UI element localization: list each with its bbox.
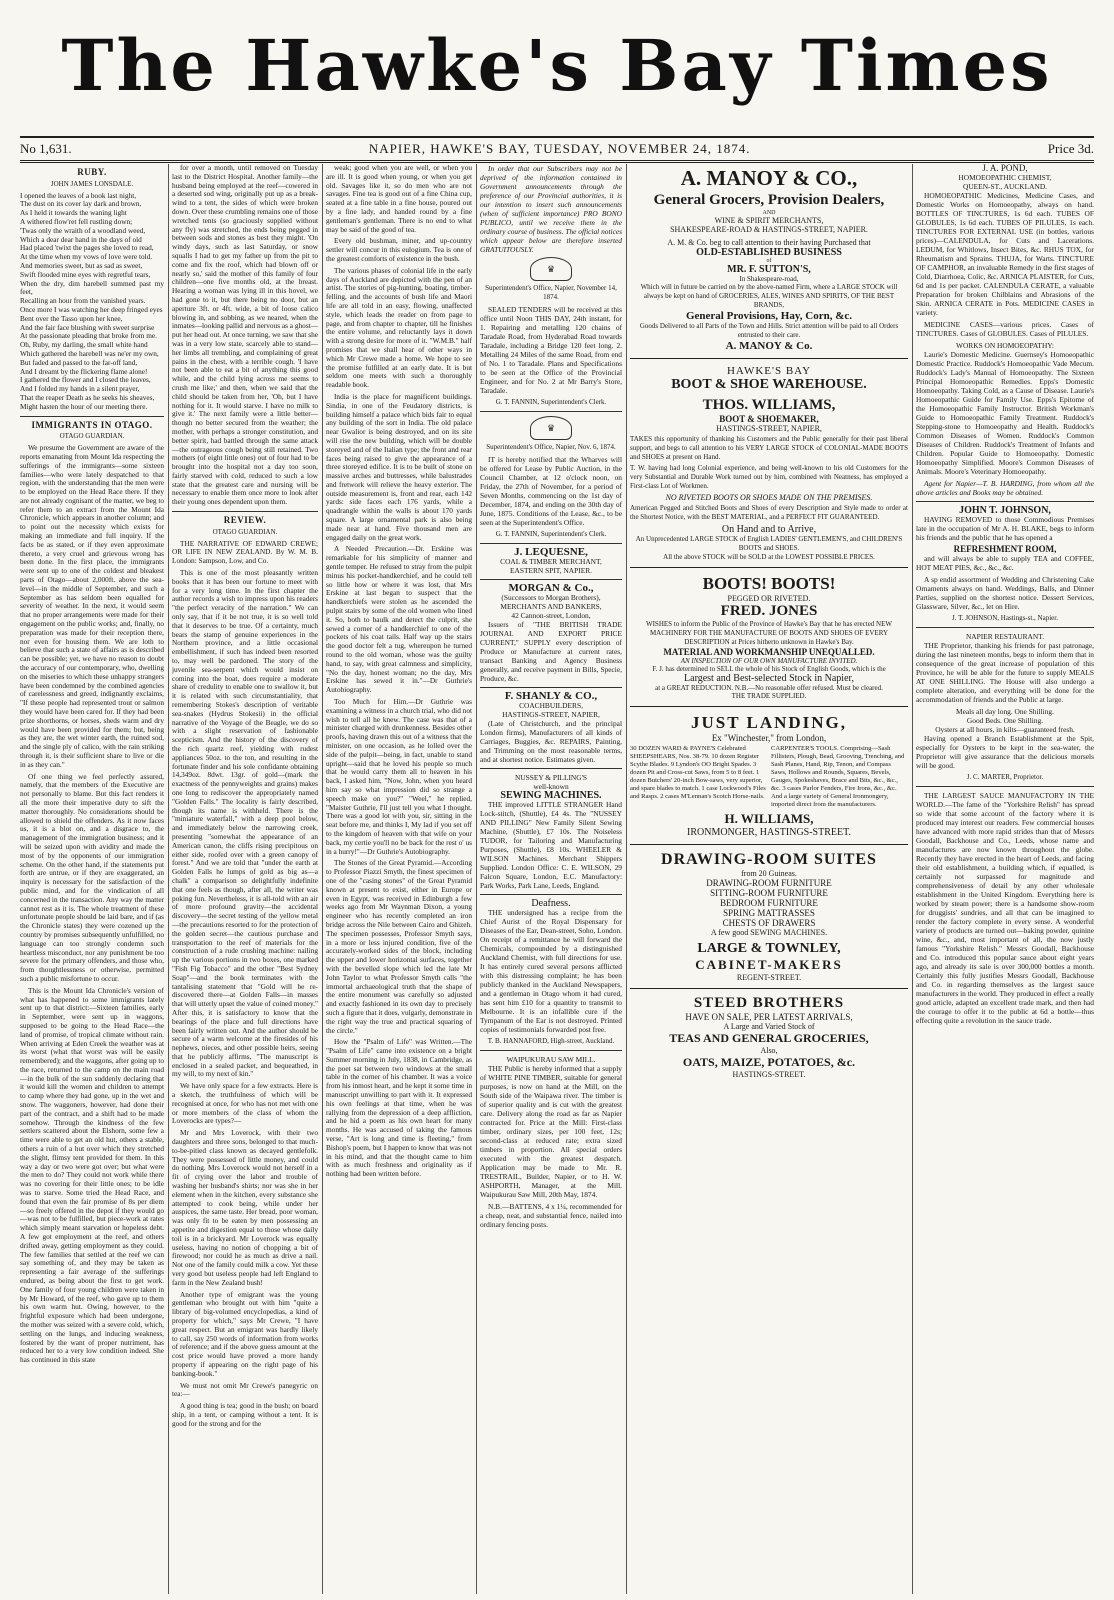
divider bbox=[916, 786, 1094, 787]
restaurant-beds: Good Beds. One Shilling. bbox=[966, 716, 1044, 725]
poem-item: 'Twas only the wraith of a woodland weed, bbox=[20, 225, 146, 235]
col1paras-item: This is the Mount Ida Chronicle's version of what has happened to some immigrants lately sent up to that district:—Sixteen families, early in September, were sent up in waggons, supposed to be going to the Head Race—the land of promise, of tropical climate without rain. When arriving at Eden Creek the weather was at its worst (what that worst was will be easily remembered); and the waggons, after going up to the race, returned to the camp on the main road—in the bulk of the sun suddenly declaring that it would kill the women and children to attempt to camp where they had gone, up in the wet and snow. The waggoners, however, had done their part of the contract, and a shift had to be made somehow. Through the kindness of the few settlers scattered about the Elshorn, some few a time were able to get an old hut, others a stable, others a ruin of a hut over which they stretched the slight, flimsy tent provided for them. In this way a day or two were got over; but what were the men to do? They could not work while there was no covering for their little ones; to be idle was to starve. Some tried the Head Race, and found that even the fair promise of 8s per diem—so freely offered in the depot if they would go—was not to be fulfilled, but piece-work at rates which simply meant starvation or hopeless debt. A few got employment at the reef, and others drifted away, getting employment as they could. The few families that settled at the reef we can say something of, and they may be taken as representing a fair average of the sufferings endured, as being about the first to get work. One family of four young children were taken in by Mr Howard, of the reef, who gave up to them his own warm hut. Owing, however, to the frightful exposure which had been undergone, the mother was seized with a severe cold, which, settling on the lungs, and inducing weakness, fostered by the want of proper nutriment, has reduced her to a very low condition indeed. She has continued in this state bbox=[20, 985, 164, 1365]
johnson-body-3: A sp endid assortment of Wedding and Christening Cake Ornaments always on hand. Weddings, Balls, and Dinner Parties, supplied on the shortest notice. Dessert Services, Glassware, Silver, &c., let on Hire. bbox=[916, 575, 1094, 611]
drawing-items-item: SITTING-ROOM FURNITURE bbox=[710, 888, 828, 898]
tender-sign: G. T. FANNIN, Superintendent's Clerk. bbox=[495, 398, 607, 406]
poem-item: Recalling an hour from the vanished years. bbox=[20, 296, 146, 306]
col3paras-item: India is the place for magnificent buildings. Sindia, in one of the Feudatory districts, is building himself a palace which bids fair to equal any building of the sort in India. The old palace near Gwalior is being destroyed, and on its site will rise the new building, which will be double storeyed and of the Italian type; the front and rear faces being raised to give the appearance of a three storeyed edifice. It is to be built of stone on massive arches and buttresses, while balustrades and fretwork will relieve the heavy exterior. The outside measurement is, front and rear, each 142 yards: side faces each 176 yards, while a quadrangle within the walls is about 170 yards square. A large ornamental park is also being made near at hand. Five thousand men are engaged daily on the great work. bbox=[326, 391, 472, 542]
poem-item: And I dreamt by the flickering flame alone! bbox=[20, 366, 148, 376]
jones-body: WISHES to inform the Public of the Province of Hawke's Bay that he has erected NEW MACHINERY FOR THE MANUFACTURE OF BOOTS AND SHOES OF EVERY DESCRIPTION at Prices hitherto unknown in Hawke's Bay. bbox=[645, 620, 892, 646]
article-body bbox=[20, 444, 164, 1365]
morgan-trade: MERCHANTS AND BANKERS, bbox=[500, 602, 602, 611]
poem-item: Might hasten the hour of our meeting there. bbox=[20, 401, 148, 411]
crest-icon: ♛ bbox=[530, 257, 572, 281]
manoy-beg: A. M. & Co. beg to call attention to their having Purchased that bbox=[667, 238, 871, 247]
steed-name: STEED BROTHERS bbox=[693, 995, 845, 1011]
manoy-and: AND bbox=[762, 210, 776, 216]
landing-title: JUST LANDING, bbox=[690, 713, 848, 732]
col2review-item: We must not omit Mr Crewe's panegyric on tea:— bbox=[172, 1380, 318, 1399]
poem-title: RUBY. bbox=[77, 167, 107, 177]
divider bbox=[630, 358, 908, 359]
pond-body: HOMOEOPATHIC Medicines, Medicine Cases, and Domestic Works on Homoeopathy, always on hand. BOTTLES OF TINCTURES, 1s 6d each. TUBES OF GLOBULES, 1s 6d each. TUBES OF PILULES, 1s each. TINCTURES FOR EXTERNAL USE (in bottles, various prices)—CALENDULA, for Cuts and Lacerations. LEDUM, for Whitlows, Insect Bites, &c. RHUS TOX, for Rheumatism and Sprains. THUJA, for Warts. TINCTURE OF CAMPHOR, an invaluable Remedy in the first stages of Cold, Diarrhoea, Colic, &c. ARNICA PLAISTER, for Cuts, 6d and 1s per packet. CALENDULA CERATE, a valuable Preparation for broken Chilblains and Abrasions of the Skin. ARNICA CERATE in Pots. MEDICINE CASES in variety. bbox=[916, 191, 1094, 317]
nussey-title: NUSSEY & PILLING'S bbox=[514, 773, 588, 782]
poem-item: And I folded my hands in a silent prayer, bbox=[20, 384, 140, 394]
johnson-body-2: and will always be able to supply TEA and COFFEE, HOT MEAT PIES, &c., &c., &c. bbox=[916, 554, 1094, 572]
morgan-name: MORGAN & Co., bbox=[508, 582, 594, 594]
manoy-shakespeare: In Shakespeare-road, bbox=[739, 275, 799, 283]
poem-item: And memories sweet, but as sad as sweet, bbox=[20, 260, 143, 270]
boots-title: BOOTS! BOOTS! bbox=[702, 574, 836, 593]
manoy-sutton: MR. F. SUTTON'S, bbox=[727, 264, 811, 275]
review-body bbox=[172, 569, 318, 1429]
manoy-of: of bbox=[766, 258, 772, 264]
shanly-trade: COACHBUILDERS, bbox=[519, 701, 583, 710]
steed-have: HAVE ON SALE, PER LATEST ARRIVALS, bbox=[685, 1012, 853, 1022]
col2review-item: Mr and Mrs Loverock, with their two daughters and three sons, belonged to that much-to-be-pitied class known as decayed gentlefolk. They were possessed of little money, and could do nothing. Mrs Loverock would not herself in a fit of crying over the labor and trouble of washing her husband's shirts; nor was she in her element when in the kitchen, every substance she attempted to cook being, while under her auspices, the same taste. Her bread, poor woman, was only fit to be eaten by men possessing an appetite and digestion equal to those whose daily toil is in a brickyard. Mr Loverock was equally useless, having no notion of chopping a bit of firewood; nor could he as much as drive a nail. Not one of the family could milk a cow. Yet these very good but useless people had left England to farm in the New Zealand bush! bbox=[172, 1128, 318, 1287]
nussey-known: well-known bbox=[533, 782, 569, 791]
poem-item: When the dry, dim harebell summed past my feet, bbox=[20, 278, 164, 297]
subscriber-notice: In order that our Subscribers may not be deprived of the information contained in Government announcements through the preference of our Provincial authorities, it is our intention to insert such announcements (when of sufficient importance) PRO BONO PUBLICO, until we receive them in the ordinary course of business. The official notices which appear below are therefore inserted GRATUITOUSLY. bbox=[480, 164, 622, 254]
drawing-items-item: SPRING MATTRASSES bbox=[723, 908, 815, 918]
poem-item: Bent over the Tasso upon her knee, bbox=[20, 313, 123, 323]
review-title: REVIEW. bbox=[223, 515, 267, 526]
column-rule bbox=[476, 164, 477, 1594]
col1paras-item: Of one thing we feel perfectly assured, namely, that the members of the Executive are not personally to blame. But this fact renders it all the more their imperative duty to sift the matter thoroughly. No considerations should be allowed to shield the offenders. As it now faces us, it is a blot on, and a disgrace to, the management of the immigration business; and it will be seized upon with avidity and made the most of by the opponents of our immigration scheme. On the other hand, if the statements put forth are untrue, or if they are exaggerated, an inquiry is necessary for the satisfaction of the public mind, and for the vindication of all concerned in the transaction. Any way the matter cannot rest as it is. The whole treatment of these unfortunate people should be laid bare, and if (as the Chronicle states) they were cozened up the country by promises subsequently unfulfilled, no language can too strongly condemn such heartless misconduct, nor any punishment be too severe for the primary offenders, and those who, from thoughtlessness or otherwise, permitted such a public misfortune to occur. bbox=[20, 771, 164, 983]
lequesne-address: EASTERN SPIT, NAPIER. bbox=[510, 566, 592, 575]
mill-body: THE Public is hereby informed that a supply of WHITE PINE TIMBER, suitable for general purposes, is now on hand at the Mill, on the South side of the Waipawa river. The timber is of superior quality and is cut with the greatest care. Delivery along the road as far as Napier contracted for. Price at the Mill: First-class timber, ordinary sizes, per 100 feet, 12s; second-class at reduced rate; extra sized timbers in proportion. All special orders executed with the greatest despatch. Application may be made to Mr. R. TRESTRAIL, Builder, Napier, or to H. W. ASHPORTH, Manager, at the Mill. Waipukurau Saw Mill, 20th May, 1874. bbox=[480, 1064, 622, 1199]
divider bbox=[916, 627, 1094, 628]
williams-name: THOS. WILLIAMS, bbox=[702, 397, 836, 413]
divider bbox=[630, 567, 908, 568]
poem-item: Had placed 'twixt the pages she loved to read, bbox=[20, 243, 154, 253]
manoy-body: Which will in future be carried on by the above-named Firm, where a LARGE STOCK will always be kept on hand of GROCERIES, ALES, WINES AND SPIRITS, OF THE BEST BRANDS, bbox=[640, 283, 898, 309]
poem-item: That the reaper Death as he seeks his sheaves, bbox=[20, 392, 155, 402]
steed-oats: OATS, MAIZE, POTATOES, &c. bbox=[682, 1055, 856, 1069]
deafness-body: THE undersigned has a recipe from the Chief Aurist of the Royal Dispensary for Diseases of the Ear, Dean-street, Soho, London. On receipt of a remittance he will forward the Chemicals, compounded by a distinguished Auckland Chemist, with full directions for use. It has entirely cured several persons afflicted with this distressing complaint; he has been publicly thanked in the Auckland Newspapers, and a gentleman in Otago whom it had cured, has sent him £10 for a quantity to transmit to Melbourne. It is an infallible cure if the Tympanum of the Ear is not destroyed. Printed copies of testimonials forwarded post free. bbox=[480, 908, 622, 1034]
williams-body-2: T. W. having had long Colonial experience, and being well-known to his old Customers for the very Substantial and Durable Work turned out by him, combined with Neatness, has employed a First-class Lot of Workmen. bbox=[630, 464, 908, 490]
steed-teas: TEAS AND GENERAL GROCERIES, bbox=[669, 1031, 869, 1045]
mill-nb: N.B.—BATTENS, 4 x 1¼, recommended for a cheap, neat, and substantial fence, nailed into ordinary fencing posts. bbox=[480, 1202, 622, 1229]
tender-body: SEALED TENDERS will be received at this office until Noon THIS DAY, 24th instant, for 1. Repairing and metalling 120 chains of Taradale Road, from Hyderabad Road towards Taradale, including a Bridge 120 feet long. 2. Metalling 24 Miles of the same Road, from end of No. 1 to Taradale. Plans and Specifications to be seen at the Office of the Provincial Engineer, and for No. 2 at Mr Barry's Store, Taradale. bbox=[480, 305, 622, 395]
jones-sell: F. J. has determined to SELL the whole of his Stock of English Goods, which is the bbox=[652, 665, 886, 673]
divider bbox=[916, 501, 1094, 502]
morgan-sub: (Successors to Morgan Brothers), bbox=[501, 593, 601, 602]
poem-item: Which a dear dear hand in the days of old bbox=[20, 234, 142, 244]
dateline bbox=[20, 136, 1094, 163]
poem-item: Once more I was watching her deep fringed eyes bbox=[20, 304, 163, 314]
column-1 bbox=[20, 164, 164, 1594]
col3paras-item: The Stones of the Great Pyramid.—According to Professor Piazzi Smyth, the finest specimen of one of the "casing stones" of the Great Pyramid known at present to exist, either in Europe or even in Egypt, was received in Edinburgh a few weeks ago from Mr Waynman Dixon, a young engineer who has recently completed an iron bridge across the Nile between Cairo and Ghizeh. The specimen possesses, Professor Smyth says, in a more or less injured condition, five of the accurately-worked sides of the block, including the upper and lower horizontal surfaces, together with the bevelled slope which led the late Mr John Taylor to what Professor Smyth calls "the immortal archaeological truth that the shape of the entire monument was carefully so adjusted and exactly fashioned in its own day to precisely such a figure that it does, vulgarly, demonstrate in the right way the true and practical squaring of the circle." bbox=[326, 858, 472, 1035]
pond-address: QUEEN-ST., AUCKLAND. bbox=[962, 182, 1048, 191]
williams-body-4: An Unprecedented LARGE STOCK of English LADIES' GENTLEMEN'S, and CHILDREN'S BOOTS and SHOES. bbox=[635, 535, 903, 552]
poem-item: At the time when my vows of love were told. bbox=[20, 252, 153, 262]
col3paras-item: How the "Psalm of Life" was Written.—The "Psalm of Life" came into existence on a bright Summer morning in July, 1838, in Cambridge, as the poet sat between two windows at the small table in the corner of his chamber. It was a voice from his inmost heart, and he kept it some time in manuscript unwilling to part with it. It expressed his own feelings at that time, when he was rallying from the depression of a deep affliction, and he hid a poem as his own heart for many months. He was accused of taking the famous verse, "Art is long and time is fleeting," from Bishop's poem, but I happen to know that was not in his mind, and that the thought came to him with as much freshness and originality as if nothing had been written before. bbox=[326, 1037, 472, 1179]
column-4 bbox=[480, 164, 622, 1594]
drawing-items bbox=[630, 878, 908, 928]
poem-item: And the fair face blushing with sweet surprise bbox=[20, 322, 155, 332]
large-townley-address: REGENT-STREET. bbox=[736, 973, 802, 982]
pond-agent: Agent for Napier—T. B. HARDING, from whom all the above articles and Books may be obtained. bbox=[916, 479, 1094, 497]
manoy-name: A. MANOY & CO., bbox=[680, 166, 858, 190]
restaurant-body: THE Proprietor, thanking his friends for past patronage, during the last nineteen months, begs to inform them that in consequence of the great increase of population of this Province, he will be able for the future to supply MEALS AT ONE SHILLING. The House will also undergo a complete alteration, and everything will be done for the accommodation of friends and the Public at large. bbox=[916, 641, 1094, 704]
poem-item: Which gathered the harebell was ne'er my own, bbox=[20, 348, 159, 358]
col1paras-item: We presume the Government are aware of the reports emanating from Mount Ida respecting the sufferings of the immigrants—some sixteen families—who were lately despatched to that region, with the understanding that the men were to be employed on the Head Race there. If they are not already cognisant of the matter, we beg to refer them to an extract from the Mount Ida Chronicle, which appears in another column; and to point out the necessity which exists for making an immediate and full inquiry. If the facts be as stated, or if they even approximate thereto, a very cruel and grievous wrong has been done. In the first place, the immigrants were sent up to one of the coldest and bleakest parts of Otago—about 2,000ft. above the sea-level—in the middle of September, and such a September as has seldom been equalled for severity of weather. In the next, it would seem that no proper arrangements were made for their engagement on the public works; and, finally, no preparation was made for their reception there, nor even for housing them. We are loth to believe that such a state of affairs as is described can be possible; yet, we have no reason to doubt the accuracy of our contemporary, who, dwelling on the miseries to which these unhappy strangers have been condemned by the combined agencies of carelessness and greed, indignantly exclaims, "If these people had represented trout or salmon they would have been cared for. If they had been prize shorthorns, or horses, sheds warm and dry would have been provided for them; but, being as they are, the wet winter earth, the ruined sod, and the single ply of calico, with the rain striking through it, is their sufficient share to live or die in as they can." bbox=[20, 443, 164, 769]
masthead bbox=[0, 6, 1114, 128]
restaurant-oysters: Oysters at all hours, in kilts—guaranteed fresh. bbox=[935, 725, 1075, 734]
lequesne-name: J. LEQUESNE, bbox=[514, 546, 588, 558]
steed-address: HASTINGS-STREET. bbox=[732, 1070, 806, 1079]
jones-trade: THE TRADE SUPPLIED. bbox=[731, 692, 807, 700]
drawing-title: DRAWING-ROOM SUITES bbox=[661, 851, 877, 868]
shanly-address: HASTINGS-STREET, NAPIER, bbox=[502, 710, 600, 719]
lequesne-trade: COAL & TIMBER MERCHANT, bbox=[500, 557, 602, 566]
pond-cases: MEDICINE CASES—various prices. Cases of TINCTURES. Cases of GLOBULES. Cases of PILULES. bbox=[916, 320, 1094, 338]
divider bbox=[480, 687, 622, 688]
williams-no-rivet: NO RIVETED BOOTS OR SHOES MADE ON THE PREMISES. bbox=[665, 493, 873, 502]
divider bbox=[480, 1050, 622, 1051]
johnson-sign: J. T. JOHNSON, Hastings-st., Napier. bbox=[952, 614, 1058, 622]
article-continuation bbox=[172, 164, 318, 507]
johnson-refreshment: REFRESHMENT ROOM, bbox=[953, 544, 1057, 554]
tender-office: Superintendent's Office, Napier, November 14, 1874. bbox=[485, 284, 617, 301]
poem-body bbox=[20, 192, 164, 412]
restaurant-branch: Having opened a Branch Establishment at the Spit, especially for Oysters to be kept in the sea-water, the Proprietor will give assurance that the delicious morsels will be good. bbox=[916, 734, 1094, 770]
deafness-title: Deafness. bbox=[531, 898, 571, 909]
landing-lists bbox=[630, 745, 908, 809]
divider bbox=[480, 768, 622, 769]
review-source: OTAGO GUARDIAN. bbox=[212, 527, 278, 536]
steed-varied: A Large and Varied Stock of bbox=[723, 1022, 815, 1031]
col3paras-item: Too Much for Him.—Dr Guthrie was examining a witness in a church trial, who did not wish to tell all he knew. The case was that of a minister charged with drunkenness. Besides other proofs, having drawn this out of a witness that the minister, on one occasion, as he lolled over the side of the pulpit—being, in fact, unable to stand upright—said that he loved his people so much that he would carry them all to heaven in his back, I asked him, "Now, John, when you heard him say so what impression did so strange a speech make on you?" "Weel," he replied, "Maister Guthrie, I'll just tell you what I thought. There was a good lot with you, sir, sitting in the seat before me, and thinks I, My lad if you set off to the kingdom of heaven with that wife on your back, my certie you'll no be back for the rest o' us in a hurry!"—Dr Guthrie's Autobiography. bbox=[326, 697, 472, 856]
boot-hb: HAWKE'S BAY bbox=[726, 365, 812, 377]
poem-item: The dust on its cover lay dark and brown, bbox=[20, 199, 142, 209]
landing-right: CARPENTER'S TOOLS. Comprising—Sash Fillisters, Plough, Bead, Grooving, Trenching, and Sash Planes, Hand, Rip, Tenon, and Compass Saws, Hollows and Rounds, Squares, Bevels, Gauges, Spokeshaves, Brace and Bits, &c., &c., &c. 3 cases Parlor Fenders, Fire Irons, &c., &c. And a large variety of General Ironmongery, imported direct from the manufacturers. bbox=[771, 745, 905, 808]
manoy-provisions: General Provisions, Hay, Corn, &c. bbox=[685, 310, 852, 322]
johnson-name: JOHN T. JOHNSON, bbox=[959, 505, 1051, 516]
pond-works-title: WORKS ON HOMOEOPATHY: bbox=[955, 341, 1054, 350]
williams-address: HASTINGS-STREET, NAPIER, bbox=[716, 424, 822, 433]
newspaper-title: The Hawke's Bay Times bbox=[61, 24, 1053, 107]
jones-material: MATERIAL AND WORKMANSHIP UNEQUALLED. bbox=[663, 647, 875, 657]
manoy-address: SHAKESPEARE-ROAD & HASTINGS-STREET, NAPIER. bbox=[670, 225, 868, 234]
wharf-sign: G. T. FANNIN, Superintendent's Clerk. bbox=[495, 530, 607, 538]
steed-also: Also, bbox=[760, 1046, 778, 1055]
col3paras-item: A Needed Precaution.—Dr. Erskine was remarkable for his simplicity of manner and gentle temper. He refused to stray from the pulpit minus his pocket-handkerchief, and he could tell so little how or where it was lost, that Mrs Erskine at last began to suspect that the handkerchiefs were stolen as he ascended the pulpit stairs by some of the old women who lined it. So, both to baulk and detect the culprit, she sewed a corner of a handkerchief to one of the pockets of his coat tails. Half way up the stairs the good doctor felt a tug, whereupon he turned round to the old woman, whose was the guilty hand, to say, with great calmness and simplicity, "No the day, honest woman; no the day, Mrs Erskine has sewed it in."—Dr Guthrie's Autobiography. bbox=[326, 544, 472, 695]
nussey-body: THE improved LITTLE STRANGER Hand Lock-stitch, (Shuttle), £4 4s. The "NUSSEY AND PILLING" New Family Silent Sewing Machine, (Shuttle), £7 10s. The Noiseless TUDOR, for Tailoring and Manufacturing Purposes, (Shuttle), £8 10s. WHEELER & WILSON Machines. Merchant Shippers Supplied. London Office: C. E. WILSON, 29 Falcon Square, London, E.C. Manufactory: Park Works, Park Lane, Leeds, England. bbox=[480, 800, 622, 890]
shanly-body: (Late of Christchurch, and the principal London firms), Manufacturers of all kinds of Carriages, Buggies, &c. REPAIRS, Painting, and Trimming on the most reasonable terms, and at shortest notice. Estimates given. bbox=[480, 719, 622, 764]
hwilliams-name: H. WILLIAMS, bbox=[724, 811, 814, 826]
col2review-item: A good thing is tea; good in the bush; on board ship, in a tent, or camping without a tent. It is good for the strong and for the bbox=[172, 1401, 318, 1428]
article-title: IMMIGRANTS IN OTAGO. bbox=[31, 419, 153, 430]
column-right bbox=[916, 164, 1094, 1594]
divider bbox=[172, 511, 318, 512]
boot-warehouse-title: BOOT & SHOE WAREHOUSE. bbox=[671, 377, 867, 392]
large-townley-name: LARGE & TOWNLEY, bbox=[697, 941, 841, 956]
boots-sub: PEGGED OR RIVETED. bbox=[727, 594, 811, 603]
jones-reduction: at a GREAT REDUCTION. N.B.—No reasonable offer refused. Must be cleared. bbox=[655, 684, 883, 692]
column-rule bbox=[168, 164, 169, 1594]
column-rule bbox=[322, 164, 323, 1594]
issue-number: No 1,631. bbox=[20, 141, 72, 156]
drawing-items-item: CHESTS OF DRAWERS bbox=[722, 918, 816, 928]
morgan-address: 42 Cannon-street, London, bbox=[511, 611, 591, 620]
drawing-sewing: A few good SEWING MACHINES. bbox=[710, 928, 828, 937]
crest-icon: ♛ bbox=[530, 416, 572, 440]
poem-item: I opened the leaves of a book last night, bbox=[20, 190, 137, 200]
col3paras-item: weak; good when you are well, or when you are ill. It is good when young, or when you get old. Savages like it, so do men who are not savages. Fine tea is good out of a fine China cup, seated at a fine table in a fine house, poured out by a fine lady, and handed round by a fine gentleman's gentleman. There is no end to what may be said of the good of tea. bbox=[326, 164, 472, 234]
poem-author: JOHN JAMES LONSDALE. bbox=[50, 179, 134, 188]
drawing-items-item: BEDROOM FURNITURE bbox=[720, 898, 818, 908]
landing-left: 30 DOZEN WARD & PAYNE'S Celebrated SHEEPSHEARS, Nos. 38-79. 10 dozen Register Scythe Blades. 9 Lyndon's OO Bright Spades. 3 dozen Pit and Cross-cut Saws, from 5 to 8 feet. 1 dozen Butchers' 20-inch Bow-saws, very superior, and spare blades to match. 1 case Lockwood's Files and Rasps. 2 cases M'Lennan's Scotch Horse-nails. bbox=[630, 745, 766, 800]
col3paras-item: Every old bushman, miner, and up-country settler will concur in this eulogium. Tea is one of the greatest comforts of existence in the bush. bbox=[326, 236, 472, 263]
divider bbox=[20, 416, 164, 417]
pond-works: Laurie's Domestic Medicine. Guernsey's Homoeopathic Domestic Practice. Ruddock's Homoeopathic Vade Mecum. Ruddock's Lady's Manual of Homoeopathy. The Sixteen Principal Homoeopathic Remedies. Epps's Domestic Homoeopathy. Taking Cold, as a Cause of Disease. Laurie's Homoeopathic Guide for Family Use. Epps's Epitome of the Homoeopathic Family Instructor. British Workman's Guide to Homoeopathic Family Treatment. Ruddock's Stepping-stone to Homoeopathy and Health. Ruddock's Common Diseases of Women. Ruddock's Common Diseases of Children. Ruddock's Treatment of Infants and Children. Popular Guide to Homoeopathy. Domestic Homoeopathy Simplified. Moore's Common Diseases of Animals. Moore's Veterinary Homoeopathy. bbox=[916, 350, 1094, 476]
deafness-sign: T. B. HANNAFORD, High-street, Auckland. bbox=[487, 1037, 615, 1045]
miscellany-body bbox=[326, 164, 472, 1179]
manoy-goods: Goods Delivered to all Parts of the Town and Hills. Strict attention will be paid to all Orders entrusted to their care. bbox=[639, 322, 899, 339]
manoy-sign: A. MANOY & Co. bbox=[725, 340, 813, 352]
col2review-item: We have only space for a few extracts. Here is a sketch, the truthfulness of which will be recognised at once, for who has not met with one or more members of the class of whom the Loverocks are types?— bbox=[172, 1081, 318, 1126]
landing-ex: Ex "Winchester," from London, bbox=[711, 733, 827, 743]
poem-item: I gathered the flower and I closed the leaves, bbox=[20, 375, 151, 385]
jones-largest: Largest and Best-selected Stock in Napier, bbox=[684, 673, 854, 684]
restaurant-meals: Meals all day long. One Shilling. bbox=[956, 707, 1054, 716]
shanly-name: F. SHANLY & CO., bbox=[504, 690, 598, 702]
williams-body: TAKES this opportunity of thanking his Customers and the Public generally for their past liberal support, and begs to call attention to his VERY LARGE STOCK of COLONIAL-MADE BOOTS and SHOES at present on Hand. bbox=[630, 435, 908, 461]
poem-item: But faded and passed to the far-off land, bbox=[20, 357, 138, 367]
morgan-body: Issuers of "THE BRITISH TRADE JOURNAL AND EXPORT PRICE CURRENT," SUPPLY every description of Produce or Manufacture at current rates, transact Banking and Agency Business generally, and receive payment in Bills, Specie, Produce, &c. bbox=[480, 620, 622, 683]
divider bbox=[630, 988, 908, 989]
poem-item: A withered flow'ret fell rustling down; bbox=[20, 216, 133, 226]
williams-arrive: On Hand and to Arrive, bbox=[721, 524, 817, 535]
poem-item: As I held it towards the waning light bbox=[20, 208, 127, 218]
large-townley-trade: CABINET-MAKERS bbox=[695, 957, 843, 972]
drawing-from: from 20 Guineas. bbox=[741, 869, 797, 878]
column-rule bbox=[912, 164, 913, 1594]
pond-trade: HOMOEOPATHIC CHEMIST, bbox=[958, 173, 1052, 182]
jones-inspect: AN INSPECTION OF OUR OWN MANUFACTURE INVITED. bbox=[680, 657, 858, 665]
place-and-date: NAPIER, HAWKE'S BAY, TUESDAY, NOVEMBER 24, 1874. bbox=[368, 141, 751, 156]
restaurant-sign: J. C. MARTER, Proprietor. bbox=[966, 773, 1044, 781]
drawing-items-item: DRAWING-ROOM FURNITURE bbox=[706, 878, 832, 888]
williams-body-3: American Pegged and Stitched Boots and Shoes of every Description and Style made to order at the Shortest Notice, with the BEST MATERIAL, and a PERFECT FIT GUARANTEED. bbox=[630, 504, 908, 521]
column-2 bbox=[172, 164, 318, 1594]
restaurant-title: NAPIER RESTAURANT. bbox=[965, 632, 1045, 641]
column-rule bbox=[626, 164, 627, 1594]
pond-name: J. A. POND, bbox=[982, 164, 1028, 173]
sauce-body: THE LARGEST SAUCE MANUFACTORY IN THE WORLD.—The fame of the "Yorkshire Relish" has spread so wide that some account of the factory where it is produced may interest our readers. Few commercial houses have advanced with more rapid strides than that of Messrs Goodall, Backhouse and Co., Leeds, whose name and manufactures are now known throughout the globe. Recently they have erected in the heart of Leeds, and facing their old establishment, a building which, if equalled, is certainly not surpassed for magnitude and comprehensiveness of detail by any other wholesale establishment in the United Kingdom. Everything here is worked by steam power; there is a handsome show-room for druggists' sundries, and all that can be imagined to render the factory complete in every sense. A wonderful variety of products are turned out—baking powder, quinine wine, &c., and, most important of all, the now justly famous "Yorkshire Relish." Messrs Goodall, Backhouse and Co. introduced this popular sauce about eight years ago, and already its sale is over 300,000 bottles a month. Certainly this fully justifies Messrs Goodall, Backhouse and Co. in regarding themselves as the largest sauce manufacturers in the world. They produced in effect a really good article, adapted an excellent trade mark, and then had the courage to offer it to the public at 6d a bottle—thus effecting quite a revolution in the sauce trade. bbox=[916, 791, 1094, 1025]
divider bbox=[630, 706, 908, 707]
williams-trade: BOOT & SHOEMAKER, bbox=[719, 414, 819, 424]
williams-prices: All the above STOCK will be SOLD at the LOWEST POSSIBLE PRICES. bbox=[663, 553, 875, 561]
divider bbox=[480, 411, 622, 412]
poem-item: At the passionate pleading that broke from me. bbox=[20, 331, 157, 341]
manoy-old: OLD-ESTABLISHED BUSINESS bbox=[696, 247, 842, 258]
col2paras-item: for over a month, until removed on Tuesday last to the District Hospital. Another family—the husband being employed at the reef—cowered in a deserted sod wing, originally put up as a break-wind to a tent, the sides of which were broken down. Over these crumbling remains one of those wretched tents (so graciously supplied without any fly) was stretched, the ends being pegged in between sods and stones as best they might. 'On windy days, such as last Saturday, or snow squalls I had to get my father up from the pit to come and fix the roof, which had blown off or nearly so,' said the mother of this family of four children—one five months old, at the breast. Hearing a woman was lying ill in this hovel, we had gone to it, but there being no door, but an aperture 3ft. or 4ft. wide, a bit of loose calico blowing in, and sobbing, as we neared, when the inmates—looking pallid and nervous as a ghost—put her head out. At once turning, we saw that she was in a very low state, scarcely able to stand—her limbs all trembling, and complaining of great pains in the chest, with a terrible cough. 'I have not been able to eat a bit of anything this good while, and the child lying across me seems to crush me like;' and then, when we said that the child should be taken from her, 'Oh, but I have nothing for it. It would starve. I have no milk to give it.' The next family were a little better—though no better secured from the weather; the mother, with perhaps a stronger constitution, and better spirit, had battled through the same attack—the outrageous cough being still retained. Two mothers (of eight little ones) out of four had to be brought into the hospital not a day too soon, fairly starved with cold, reduced to such a low state that the greatest care and nursing will be necessary to enable them once more to look after their young ones dependent upon them. bbox=[172, 164, 318, 507]
divider bbox=[480, 579, 622, 580]
price: Price 3d. bbox=[1047, 141, 1094, 156]
wharf-office: Superintendent's Office, Napier, Nov. 6, 1874. bbox=[486, 443, 616, 451]
display-ads bbox=[630, 166, 908, 1594]
jones-name: FRED. JONES bbox=[720, 603, 818, 619]
mill-title: WAIPUKURAU SAW MILL. bbox=[506, 1055, 596, 1064]
johnson-body: HAVING REMOVED to those Commodious Premises late in the occupation of Mr A. H. BLAKE, begs to inform his friends and the public that he has opened a bbox=[916, 515, 1094, 542]
hwilliams-trade: IRONMONGER, HASTINGS-STREET. bbox=[687, 827, 851, 838]
poem-item: Oh, Ruby, my darling, the small white hand bbox=[20, 340, 148, 350]
review-book: THE NARRATIVE OF EDWARD CREWE; OR LIFE IN NEW ZEALAND. By W. M. B. London: Sampson, Low, and Co. bbox=[172, 538, 318, 566]
col2review-item: Another type of emigrant was the young gentleman who brought out with him "quite a library of big-volumed encyclopedias, a kind of property for which," says Mr Crewe, "I have great respect. But an emigrant was hardly likely to call, say 250 words of information from works of reference; and if the above guess amount at the cost price would have proved a more handy property if appearing on the right page of his banking-book." bbox=[172, 1289, 318, 1378]
wharf-body: IT is hereby notified that the Wharves will be offered for Lease by Public Auction, in the Council Chamber, at 12 o'clock noon, on Friday, the 27th of November, for a period of Seven Months, commencing on the 1st day of December, 1874, and ending on the 30th day of June, 1875. Conditions of the Lease, &c., to be seen at the Superintendent's Office. bbox=[480, 455, 622, 527]
divider bbox=[630, 844, 908, 845]
divider bbox=[480, 894, 622, 895]
poem-item: Swift flooded mine eyes with regretful tears, bbox=[20, 269, 151, 279]
nussey-machines: SEWING MACHINES. bbox=[500, 790, 602, 801]
manoy-trade: General Grocers, Provision Dealers, bbox=[653, 192, 885, 208]
divider bbox=[480, 543, 622, 544]
manoy-wine: WINE & SPIRIT MERCHANTS, bbox=[714, 216, 824, 225]
article-source: OTAGO GUARDIAN. bbox=[59, 432, 125, 441]
col3paras-item: The various phases of colonial life in the early days of Auckland are depicted with the pen of an artist. The stories of pig-hunting, boating, timber-felling, and the accounts of bush life and Maori life are all told in an easy, flowing, unaffected style, which leads the reader on from page to page, and from chapter to chapter, till he finishes the entire volume, and reluctantly lays it down with a strong desire for more of it. "W.M.B." half promises that we shall hear of other ways in which Mr Crewe made a home. We hope to see the promise fulfilled at an early date. It is but seldom one meets with such a thoroughly readable book. bbox=[326, 265, 472, 390]
col2review-item: This is one of the most pleasantly written books that it has been our fortune to meet with for a very long time. In the first chapter the author records a wish to impress upon his readers "the perfect veracity of the narration." We can only say, that if it be not true, it is so well told that it deserves to be true. Of a certainty, much bears the stamp of genuine experiences in the Northern province, and a little occasional embellishment, if such has indeed been resorted to, may well be pardoned. The story of the juvenile sea-serpent which would insist on coming into the boat, does require a moderate share of credulity to enable one to swallow it, but it is related with such circumstantiality, that remembering Stokes's description of veritable sea-snakes (Hydrus Stokesii) in the official narrative of the Voyage of the Beagle, we do so with a slight reservation of fashionable scepticism. And the history of the discovery of the rich quartz reef, yielding with rudest appliances 50oz. to the ton, and resulting in the fortunate finder and his sole confidante obtaining 14,349oz. 8dwt. 13gr. of gold—(mark the exactness of the pennyweights and grains) makes one long to rediscover the appropriately named "Golden Falls." The locality is fairly described, though its name is withheld. There is the "miniature waterfall," with a deep pool below, and immediately below the narrowing creek, presenting "somewhat the appearance of an American canon, the cliffs rising precipitous on either side, roofed over with a green canopy of forest." And we are told that "under the earth at Golden Falls he lumps of gold as big as—a chalk" a comparison so delightfully indefinite that one feels as though, after all, the writer was poking fun. Nevertheless, it is all-told with an air of more profound gravity—the accidental discovery—the secret testing of the yellow metal—the precautions resorted to for the protection of the golden secret—the cautious purchase and transportation to the reef of materials for the construction of a rude crushing machine: nailing up the various portions in two boxes, one marked "Fish Fig Tobacco" and the other "Best Sydney Soap"—and the book terminates with the tantalising statement that "Gold will be re-discovered there—at Golden Falls—in masses that will utterly upset the value of coined money." After this, it is satisfactory to know that the bearings of the place and full directions have been fairly written out. And the author should be secure of a warm welcome at the firesides of his nephews, nieces, and other possible heirs, seeing that he publicly affirms, "The manuscript is enclosed in a sealed packet, and bequeathed, in my will, to my next of kin." bbox=[172, 568, 318, 1079]
column-3 bbox=[326, 164, 472, 1594]
